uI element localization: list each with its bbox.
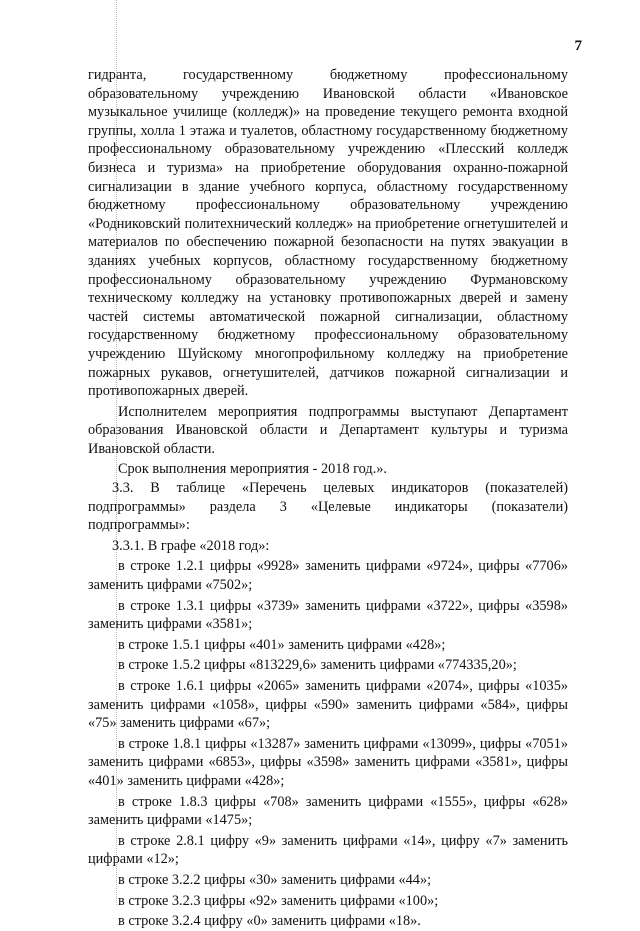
paragraph-executors: Исполнителем мероприятия подпрограммы выступают Департамент образования Ивановской области и Департамент культуры и туризма Ивановской области. bbox=[88, 403, 568, 457]
list-item-row-1-5-1: в строке 1.5.1 цифры «401» заменить цифрами «428»; bbox=[118, 636, 446, 653]
list-item-row-1-2-1: в строке 1.2.1 цифры «9928» заменить цифрами «9724», цифры «7706» заменить цифрами «7502»; bbox=[88, 558, 568, 594]
paragraph-deadline: Срок выполнения мероприятия - 2018 год.». bbox=[118, 461, 387, 478]
list-item-row-1-8-3: в строке 1.8.3 цифры «708» заменить цифрами «1555», цифры «628» заменить цифрами «1475»; bbox=[88, 793, 568, 829]
list-item-row-1-3-1: в строке 1.3.1 цифры «3739» заменить цифрами «3722», цифры «3598» заменить цифрами «3581»; bbox=[88, 597, 568, 633]
list-item-row-1-5-2: в строке 1.5.2 цифры «813229,6» заменить цифрами «774335,20»; bbox=[118, 657, 517, 674]
list-item-row-2-8-1: в строке 2.8.1 цифру «9» заменить цифрами «14», цифру «7» заменить цифрами «12»; bbox=[88, 832, 568, 868]
paragraph-fire-safety-list: гидранта, государственному бюджетному профессиональному образовательному учреждению Ивановской области «Ивановское музыкальное училище (колледж)» на проведение текущего ремонта входной группы, холла 1 этажа и туалетов, областному государственному бюджетному профессиональному образовательному учреждению «Плесский колледж бизнеса и туризма» на приобретение оборудования охранно-пожарной сигнализации в здание учебного корпуса, областному государственному бюджетному профессиональному образовательному учреждению «Родниковский политехнический колледж» на приобретение огнетушителей и материалов по обеспечению пожарной безопасности на путях эвакуации в зданиях учебных корпусов, областному государственному бюджетному профессиональному образовательному учреждению Фурмановскому техническому колледжу на установку противопожарных дверей и замену частей системы автоматической пожарной сигнализации, областному государственному бюджетному профессиональному образовательному учреждению Шуйскому многопрофильному колледжу на приобретение пожарных рукавов, огнетушителей, датчиков пожарной сигнализации и противопожарных дверей. bbox=[88, 67, 568, 400]
list-item-row-3-2-2: в строке 3.2.2 цифры «30» заменить цифрами «44»; bbox=[118, 871, 432, 888]
page-number: 7 bbox=[574, 38, 582, 54]
list-item-row-1-6-1: в строке 1.6.1 цифры «2065» заменить цифрами «2074», цифры «1035» заменить цифрами «1058», цифры «590» заменить цифрами «584», цифры «75» заменить цифрами «67»; bbox=[88, 678, 568, 732]
paragraph-section-3-3: 3.3. В таблице «Перечень целевых индикаторов (показателей) подпрограммы» раздела 3 «Целевые индикаторы (показатели) подпрограммы»: bbox=[88, 480, 568, 534]
list-item-row-1-8-1: в строке 1.8.1 цифры «13287» заменить цифрами «13099», цифры «7051» заменить цифрами «6853», цифры «3598» заменить цифрами «3581», цифры «401» заменить цифрами «428»; bbox=[88, 735, 568, 789]
document-body bbox=[88, 66, 568, 931]
paragraph-section-3-3-1: 3.3.1. В графе «2018 год»: bbox=[112, 537, 270, 554]
list-item-row-3-2-3: в строке 3.2.3 цифры «92» заменить цифрами «100»; bbox=[118, 892, 439, 909]
list-item-row-3-2-4: в строке 3.2.4 цифру «0» заменить цифрами «18». bbox=[118, 913, 421, 930]
